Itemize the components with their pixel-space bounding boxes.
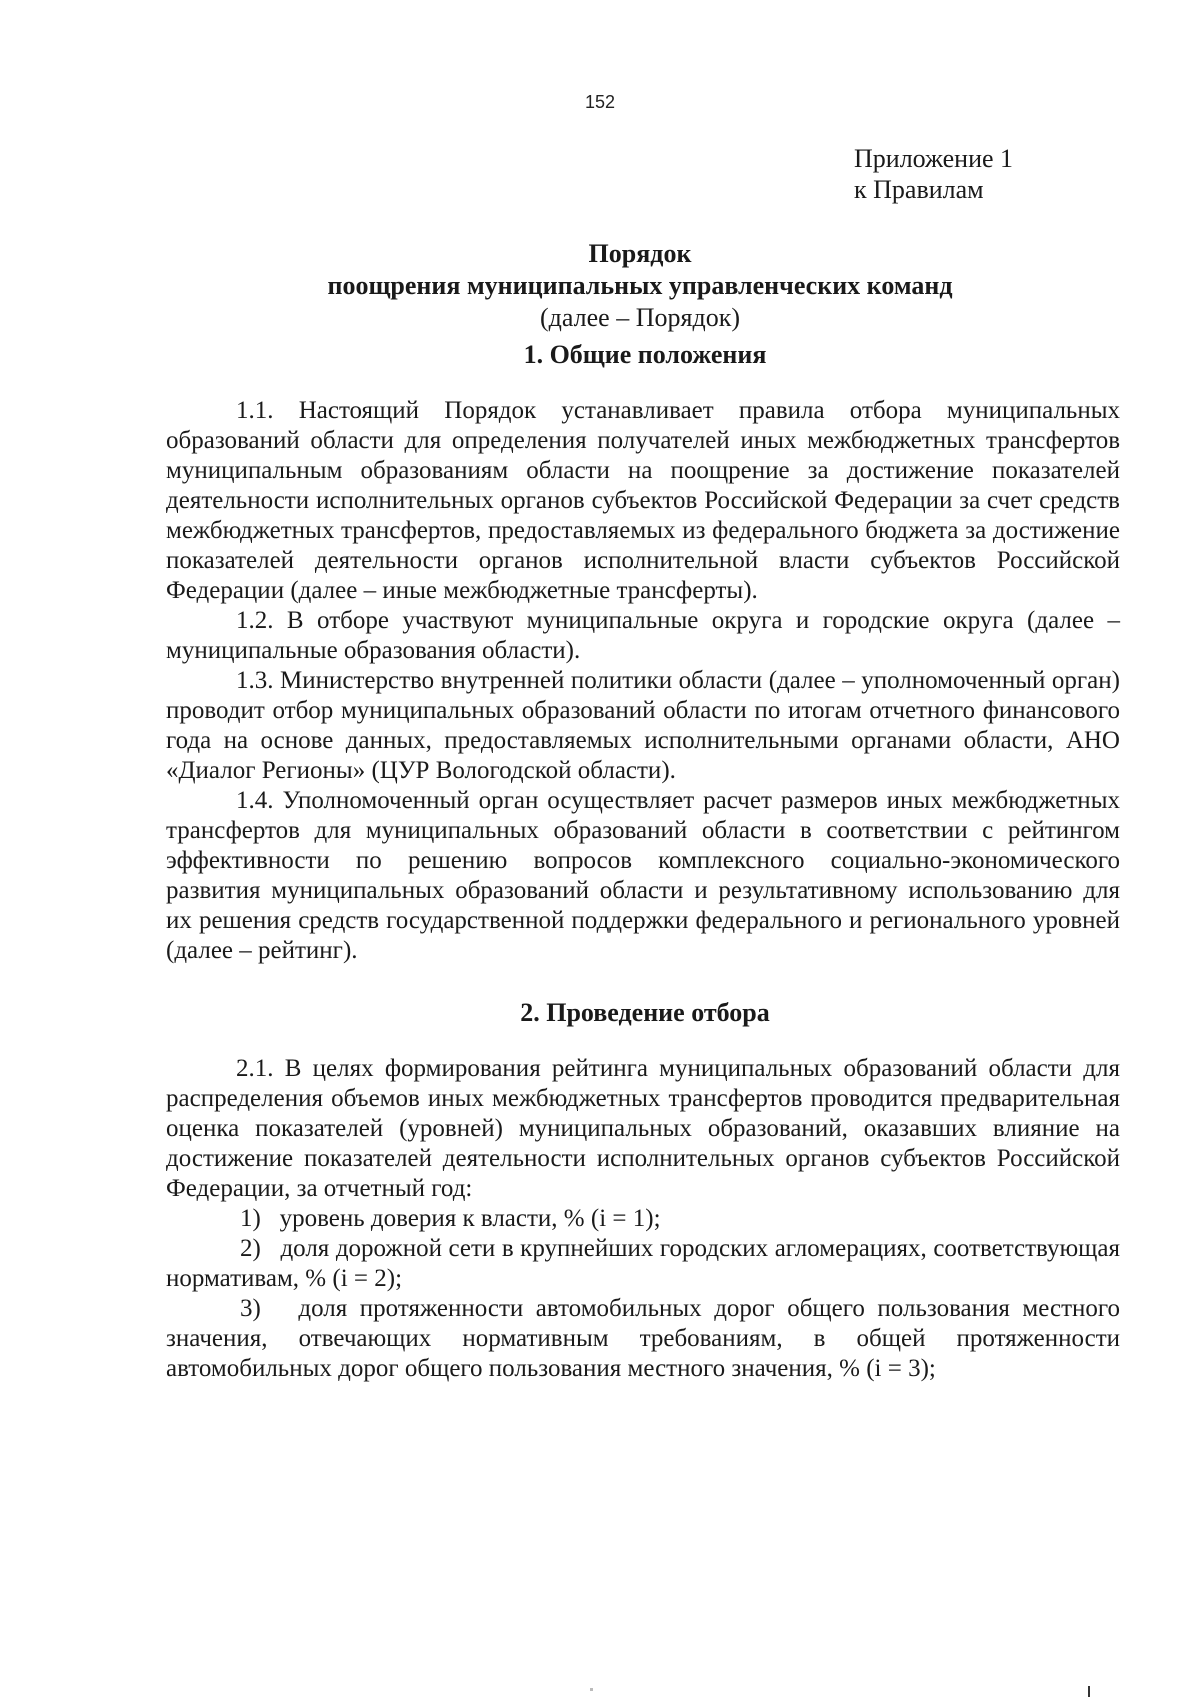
section-2-heading: 2. Проведение отбора [520,998,770,1027]
document-title [0,238,1200,334]
section-1-heading: 1. Общие положения [523,340,767,369]
appendix-line-2: к Правилам [854,175,984,204]
scan-edge-mark [1088,1686,1090,1697]
section-1-body [166,396,1120,966]
list-item-1: 1) уровень доверия к власти, % (i = 1); [240,1205,661,1232]
paragraph-1-3: 1.3. Министерство внутренней политики области (далее – уполномоченный орган) проводит отбор муниципальных образований области по итогам отчетного финансового года на основе данных, предоставляемых исполнительными органами области, АНО «Диалог Регионы» (ЦУР Вологодской области). [166,667,1120,784]
paragraph-1-1: 1.1. Настоящий Порядок устанавливает правила отбора муниципальных образований области для определения получателей иных межбюджетных трансфертов муниципальным образованиям области на поощрение за достижение показателей деятельности исполнительных органов субъектов Российской Федерации за счет средств межбюджетных трансфертов, предоставляемых из федерального бюджета за достижение показателей деятельности органов исполнительной власти субъектов Российской Федерации (далее – иные межбюджетные трансферты). [166,397,1120,604]
scan-speck [590,1688,593,1691]
appendix-label [854,143,1013,205]
paragraph-1-4: 1.4. Уполномоченный орган осуществляет расчет размеров иных межбюджетных трансфертов для муниципальных образований области в соответствии с рейтингом эффективности по решению вопросов комплексного социально-экономического развития муниципальных образований области и результативному использованию для их решения средств государственной поддержки федерального и регионального уровней (далее – рейтинг). [166,787,1120,964]
title-line-2: поощрения муниципальных управленческих команд [327,271,953,300]
page-number: 152 [584,92,616,112]
title-line-3: (далее – Порядок) [540,303,740,332]
title-line-1: Порядок [588,239,692,268]
appendix-line-1: Приложение 1 [854,144,1014,173]
section-2-body [166,1054,1120,1384]
list-item-2: 2) доля дорожной сети в крупнейших городских агломерациях, соответствующая нормативам, % (i = 2); [166,1235,1120,1292]
list-item-3: 3) доля протяженности автомобильных дорог общего пользования местного значения, отвечающих нормативным требованиям, в общей протяженности автомобильных дорог общего пользования местного значения, % (i = 3); [166,1295,1120,1382]
paragraph-2-1: 2.1. В целях формирования рейтинга муниципальных образований области для распределения объемов иных межбюджетных трансфертов проводится предварительная оценка показателей (уровней) муниципальных образований, оказавших влияние на достижение показателей деятельности исполнительных органов субъектов Российской Федерации, за отчетный год: [166,1055,1120,1202]
paragraph-1-2: 1.2. В отборе участвуют муниципальные округа и городские округа (далее – муниципальные образования области). [166,607,1120,664]
